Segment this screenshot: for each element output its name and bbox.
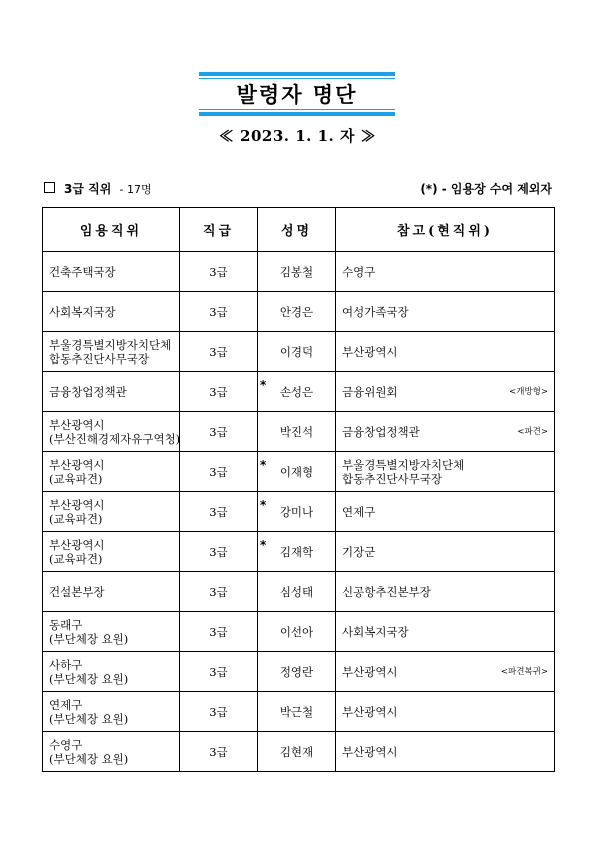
cell-position bbox=[43, 492, 180, 532]
remark-line: 부산광역시 bbox=[342, 344, 398, 359]
remark-line: 기장군 bbox=[342, 544, 376, 559]
position-line: 건설본부장 bbox=[49, 584, 105, 599]
position-line: 부울경특별지방자치단체 bbox=[49, 337, 172, 352]
position-line: (부산진해경제자유구역청) bbox=[49, 431, 181, 446]
effective-date: ≪ 2023. 1. 1. 자 ≫ bbox=[218, 127, 377, 145]
header-position: 임용직위 bbox=[43, 208, 180, 252]
cell-position bbox=[43, 612, 180, 652]
position-line: 부산광역시 bbox=[49, 417, 105, 432]
cell-grade: 3급 bbox=[180, 372, 258, 412]
section-note: (*) - 임용장 수여 제외자 bbox=[420, 182, 552, 196]
table-row bbox=[43, 332, 555, 372]
table-row bbox=[43, 412, 555, 452]
page-title: 발령자 명단 bbox=[236, 83, 358, 107]
cell-position bbox=[43, 292, 180, 332]
cell-name bbox=[258, 692, 336, 732]
table-row bbox=[43, 532, 555, 572]
cell-remark bbox=[336, 732, 555, 772]
title-box bbox=[199, 72, 395, 116]
table-row bbox=[43, 252, 555, 292]
section-count: - 17명 bbox=[119, 183, 152, 196]
position-line: 사회복지국장 bbox=[49, 304, 116, 319]
cell-position bbox=[43, 412, 180, 452]
remark-line: 수영구 bbox=[342, 264, 376, 279]
person-name: 김봉철 bbox=[279, 264, 314, 279]
cell-remark bbox=[336, 372, 555, 412]
table-row bbox=[43, 572, 555, 612]
cell-grade: 3급 bbox=[180, 572, 258, 612]
person-name: 김재학 bbox=[279, 544, 314, 559]
cell-remark bbox=[336, 692, 555, 732]
cell-grade: 3급 bbox=[180, 252, 258, 292]
cell-name bbox=[258, 612, 336, 652]
cell-remark bbox=[336, 332, 555, 372]
remark-line: 부산광역시 bbox=[342, 704, 398, 719]
position-line: (교육파견) bbox=[49, 471, 103, 486]
cell-remark bbox=[336, 452, 555, 492]
position-line: (부단체장 요원) bbox=[49, 631, 129, 646]
position-line: 부산광역시 bbox=[49, 497, 105, 512]
table-row bbox=[43, 292, 555, 332]
cell-name bbox=[258, 452, 336, 492]
cell-grade: 3급 bbox=[180, 732, 258, 772]
table-row bbox=[43, 732, 555, 772]
person-name: 이재형 bbox=[279, 464, 314, 479]
cell-name bbox=[258, 252, 336, 292]
person-name: 이경덕 bbox=[279, 344, 314, 359]
person-name: 손성은 bbox=[279, 384, 314, 399]
person-name: 정영란 bbox=[279, 664, 314, 679]
person-name: 박근철 bbox=[279, 704, 314, 719]
person-name: 이선아 bbox=[279, 624, 314, 639]
cell-grade: 3급 bbox=[180, 532, 258, 572]
remark-line: 연제구 bbox=[342, 504, 376, 519]
section-header bbox=[44, 180, 552, 198]
remark-tag: <파견복귀> bbox=[500, 666, 548, 677]
cell-position bbox=[43, 652, 180, 692]
exclusion-marker: * bbox=[260, 378, 267, 392]
exclusion-marker: * bbox=[260, 458, 267, 472]
cell-name bbox=[258, 412, 336, 452]
table-row bbox=[43, 492, 555, 532]
cell-name bbox=[258, 292, 336, 332]
person-name: 김현재 bbox=[279, 744, 314, 759]
cell-grade: 3급 bbox=[180, 332, 258, 372]
table-row bbox=[43, 652, 555, 692]
remark-line: 사회복지국장 bbox=[342, 624, 409, 639]
position-line: 동래구 bbox=[49, 617, 83, 632]
table-row bbox=[43, 612, 555, 652]
position-line: 수영구 bbox=[49, 737, 83, 752]
cell-grade: 3급 bbox=[180, 692, 258, 732]
cell-remark bbox=[336, 412, 555, 452]
remark-line: 부산광역시 bbox=[342, 664, 398, 679]
remark-tag: <개방형> bbox=[509, 386, 548, 397]
remark-line: 신공항추진본부장 bbox=[342, 584, 431, 599]
remark-line: 여성가족국장 bbox=[342, 304, 409, 319]
checkbox-icon bbox=[44, 182, 55, 193]
cell-position bbox=[43, 452, 180, 492]
cell-remark bbox=[336, 492, 555, 532]
cell-remark bbox=[336, 252, 555, 292]
cell-name bbox=[258, 372, 336, 412]
table-row bbox=[43, 692, 555, 732]
header-remark: 참고(현직위) bbox=[336, 208, 555, 252]
table-row bbox=[43, 372, 555, 412]
remark-line: 부울경특별지방자치단체 bbox=[342, 457, 465, 472]
position-line: 부산광역시 bbox=[49, 457, 105, 472]
cell-grade: 3급 bbox=[180, 452, 258, 492]
person-name: 안경은 bbox=[279, 304, 314, 319]
section-title bbox=[64, 180, 152, 197]
cell-name bbox=[258, 532, 336, 572]
exclusion-marker: * bbox=[260, 538, 267, 552]
cell-grade: 3급 bbox=[180, 612, 258, 652]
position-line: (부단체장 요원) bbox=[49, 711, 129, 726]
appointment-table bbox=[42, 207, 555, 772]
cell-position bbox=[43, 332, 180, 372]
cell-grade: 3급 bbox=[180, 492, 258, 532]
cell-remark bbox=[336, 652, 555, 692]
position-line: (교육파견) bbox=[49, 551, 103, 566]
cell-name bbox=[258, 572, 336, 612]
cell-name bbox=[258, 732, 336, 772]
section-title-text: 3급 직위 bbox=[64, 182, 112, 196]
cell-remark bbox=[336, 292, 555, 332]
cell-remark bbox=[336, 572, 555, 612]
cell-position bbox=[43, 252, 180, 292]
cell-name bbox=[258, 492, 336, 532]
header-name: 성명 bbox=[258, 208, 336, 252]
remark-line: 금융위원회 bbox=[342, 384, 398, 399]
cell-position bbox=[43, 532, 180, 572]
table-row bbox=[43, 452, 555, 492]
cell-position bbox=[43, 572, 180, 612]
header-grade: 직급 bbox=[180, 208, 258, 252]
cell-name bbox=[258, 332, 336, 372]
position-line: 건축주택국장 bbox=[49, 264, 116, 279]
cell-remark bbox=[336, 612, 555, 652]
position-line: (교육파견) bbox=[49, 511, 103, 526]
remark-tag: <파견> bbox=[517, 426, 548, 437]
position-line: 부산광역시 bbox=[49, 537, 105, 552]
cell-name bbox=[258, 652, 336, 692]
table-body bbox=[43, 252, 555, 772]
person-name: 심성태 bbox=[279, 584, 314, 599]
cell-remark bbox=[336, 532, 555, 572]
position-line: 금융창업정책관 bbox=[49, 384, 127, 399]
position-line: 합동추진단사무국장 bbox=[49, 351, 149, 366]
cell-position bbox=[43, 372, 180, 412]
remark-line: 합동추진단사무국장 bbox=[342, 471, 442, 486]
remark-line: 부산광역시 bbox=[342, 744, 398, 759]
person-name: 박진석 bbox=[279, 424, 314, 439]
remark-line: 금융창업정책관 bbox=[342, 424, 420, 439]
person-name: 강미나 bbox=[279, 504, 314, 519]
exclusion-marker: * bbox=[260, 498, 267, 512]
cell-grade: 3급 bbox=[180, 292, 258, 332]
cell-position bbox=[43, 692, 180, 732]
cell-position bbox=[43, 732, 180, 772]
cell-grade: 3급 bbox=[180, 652, 258, 692]
position-line: 연제구 bbox=[49, 697, 83, 712]
position-line: (부단체장 요원) bbox=[49, 751, 129, 766]
position-line: 사하구 bbox=[49, 657, 83, 672]
cell-grade: 3급 bbox=[180, 412, 258, 452]
table-header-row bbox=[43, 208, 555, 252]
position-line: (부단체장 요원) bbox=[49, 671, 129, 686]
